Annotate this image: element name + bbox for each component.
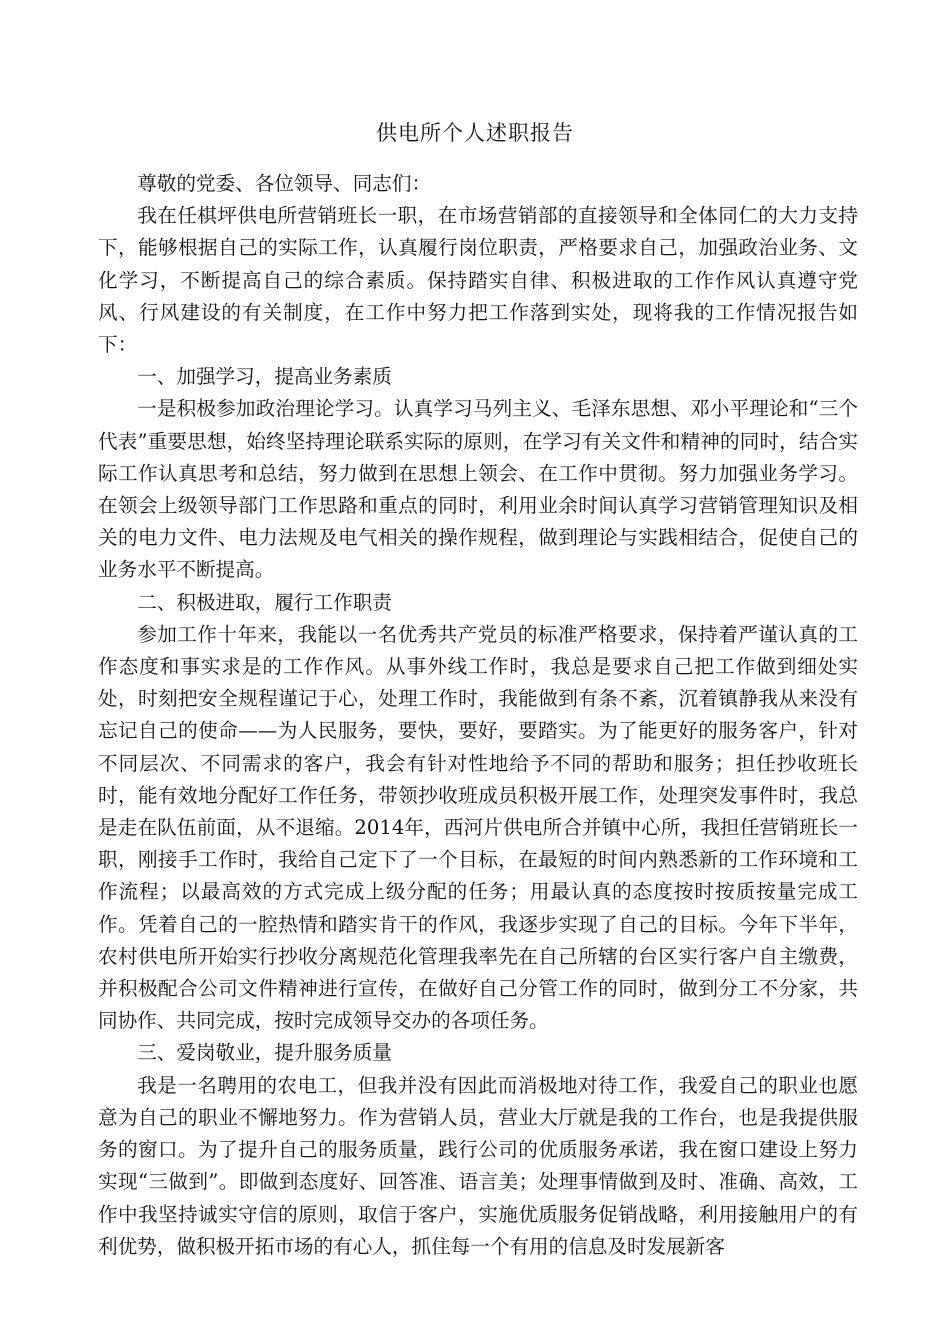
section-heading-3: 三、爱岗敬业，提升服务质量 [137,1041,392,1065]
paragraph-service: 我是一名聘用的农电工，但我并没有因此而消极地对待工作，我爱自己的职业也愿意为自己的职业不懈地努力。作为营销人员，营业大厅就是我的工作台，也是我提供服务的窗口。为了提升自己的服务质量，践行公司的优质服务承诺，我在窗口建设上努力实现“三做到”。即做到态度好、回答准、语言美；处理事情做到及时、准确、高效，工作中我坚持诚实守信的原则，取信于客户，实施优质服务促销战略，利用接触用户的有利优势，做积极开拓市场的有心人，抓住每一个有用的信息及时发展新客 [98,1073,858,1258]
paragraph-intro: 我在任棋坪供电所营销班长一职，在市场营销部的直接领导和全体同仁的大力支持下，能够根据自己的实际工作，认真履行岗位职责，严格要求自己，加强政治业务、文化学习，不断提高自己的综合素质。保持踏实自律、积极进取的工作作风认真遵守党风、行风建设的有关制度，在工作中努力把工作落到实处，现将我的工作情况报告如下： [98,204,858,357]
document-body [98,168,858,1263]
paragraph-study: 一是积极参加政治理论学习。认真学习马列主义、毛泽东思想、邓小平理论和“三个代表”重要思想，始终坚持理论联系实际的原则，在学习有关文件和精神的同时，结合实际工作认真思考和总结，努力做到在思想上领会、在工作中贯彻。努力加强业务学习。在领会上级领导部门工作思路和重点的同时，利用业余时间认真学习营销管理知识及相关的电力文件、电力法规及电气相关的操作规程，做到理论与实践相结合，促使自己的业务水平不断提高。 [98,397,858,582]
salutation: 尊敬的党委、各位领导、同志们： [137,172,432,195]
section-heading-2: 二、积极进取，履行工作职责 [137,590,392,614]
paragraph-duties: 参加工作十年来，我能以一名优秀共产党员的标准严格要求，保持着严谨认真的工作态度和事实求是的工作作风。从事外线工作时，我总是要求自己把工作做到细处实处，时刻把安全规程谨记于心，处理工作时，我能做到有条不紊，沉着镇静我从来没有忘记自己的使命——为人民服务，要快，要好，要踏实。为了能更好的服务客户，针对不同层次、不同需求的客户，我会有针对性地给予不同的帮助和服务；担任抄收班长时，能有效地分配好工作任务，带领抄收班成员积极开展工作，处理突发事件时，我总是走在队伍前面，从不退缩。2014年，西河片供电所合并镇中心所，我担任营销班长一职，刚接手工作时，我给自己定下了一个目标，在最短的时间内熟悉新的工作环境和工作流程；以最高效的方式完成上级分配的任务；用最认真的态度按时按质按量完成工作。凭着自己的一腔热情和踏实肯干的作风，我逐步实现了自己的目标。今年下半年，农村供电所开始实行抄收分离规范化管理我率先在自己所辖的台区实行客户自主缴费，并积极配合公司文件精神进行宣传，在做好自己分管工作的同时，做到分工不分家，共同协作、共同完成，按时完成领导交办的各项任务。 [98,622,858,1033]
page-title: 供电所个人述职报告 [376,121,574,145]
section-heading-1: 一、加强学习，提高业务素质 [137,365,392,389]
